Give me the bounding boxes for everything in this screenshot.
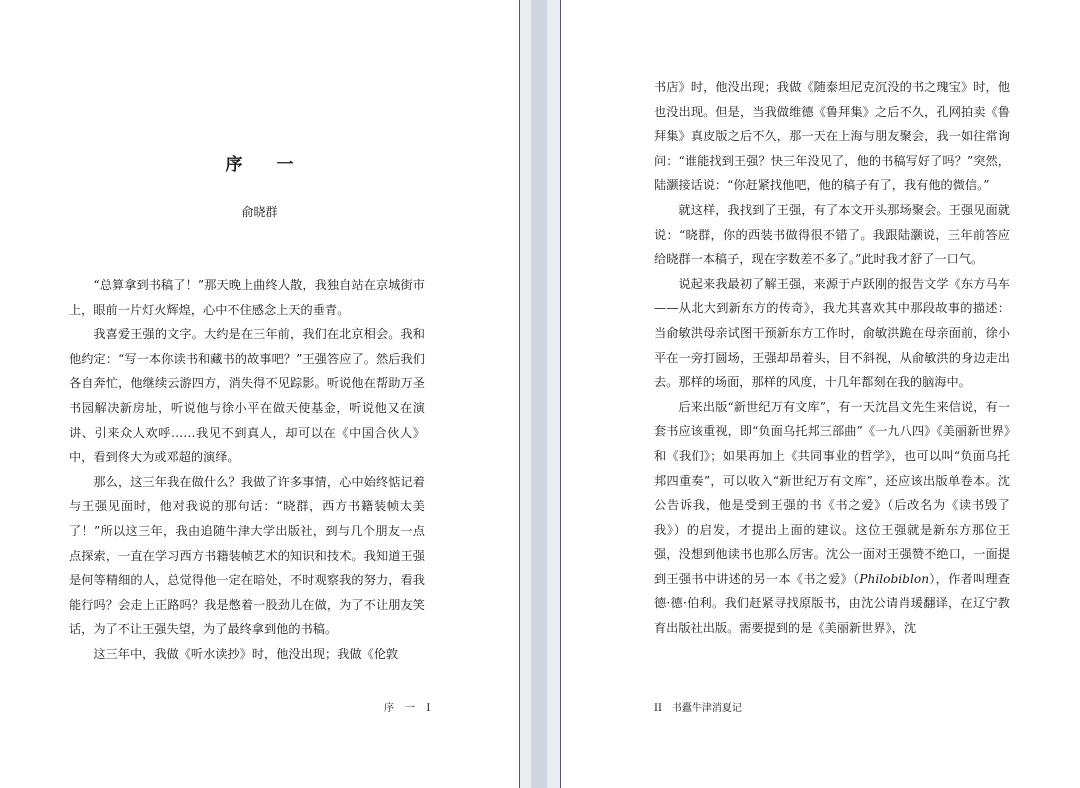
author-name: 俞晓群: [241, 205, 278, 219]
paragraph: [654, 395, 1010, 641]
paragraph: “总算拿到书稿了！”那天晚上曲终人散，我独自站在京城街市上，眼前一片灯火辉煌，心中不住感念上天的垂青。: [69, 278, 425, 317]
preface-title: 序 一: [225, 155, 308, 175]
paragraph: 书店》时，他没出现；我做《随泰坦尼克沉没的书之瑰宝》时，他也没出现。但是，当我做维德《鲁拜集》之后不久，孔网拍卖《鲁拜集》真皮版之后不久，那一天在上海与朋友聚会，我一如往常询问：“谁能找到王强？快三年没见了，他的书稿写好了吗？”突然，陆灏接话说：“你赶紧找他吧，他的稿子有了，我有他的微信。”: [654, 80, 1010, 193]
left-page-body: [69, 273, 425, 667]
paragraph: 这三年中，我做《听水读抄》时，他没出现；我做《伦敦: [93, 646, 399, 661]
page-gutter-divider: [519, 0, 561, 788]
text-run: 后来出版“新世纪万有文库”，有一天沈昌文先生来信说，有一套书应该重视，即“负面乌托邦三部曲”《一九八四》《美丽新世界》和《我们》；如果再加上《共同事业的哲学》，也可以叫“负面乌托邦四重奏”，可以收入“新世纪万有文库”，还应该出版单卷本。沈公告诉我，他是受到王强的书《书之爱》（后改名为《读书毁了我》）的启发，才提出上面的建议。这位王强就是新东方那位王强，没想到他读书也那么厉害。沈公一面对王强赞不绝口，一面提到王强书中讲述的另一本《书之爱》（: [654, 399, 1010, 586]
right-page-body: [654, 75, 1010, 641]
latin-book-title: Philobiblon: [859, 571, 930, 586]
paragraph: 就这样，我找到了王强，有了本文开头那场聚会。王强见面就说：“晓群，你的西装书做得很不错了。我跟陆灏说，三年前答应给晓群一本稿子，现在字数差不多了。”此时我才舒了一口气。: [654, 202, 1010, 267]
paragraph: 说起来我最初了解王强，来源于卢跃刚的报告文学《东方马车——从北大到新东方的传奇》，我尤其喜欢其中那段故事的描述：当俞敏洪母亲试图干预新东方工作时，俞敏洪跪在母亲面前，徐小平在一旁打圆场，王强却昂着头，目不斜视，从俞敏洪的身边走出去。那样的场面，那样的风度，十几年都刻在我的脑海中。: [654, 276, 1010, 390]
left-page-footer: 序 一 I: [384, 703, 435, 714]
page-number: II: [654, 703, 662, 714]
text-run: ），作者叫理查德·德·伯利。我们赶紧寻找原版书，由沈公请肖瑗翻译，在辽宁教育出版社出版。需要提到的是《美丽新世界》，沈: [654, 571, 1010, 636]
paragraph: 那么，这三年我在做什么？我做了许多事情，心中始终惦记着与王强见面时，他对我说的那句话：“晓群，西方书籍装帧太美了！”所以这三年，我由追随牛津大学出版社，到与几个朋友一点点探索，一直在学习西方书籍装帧艺术的知识和技术。我知道王强是何等精细的人，总觉得他一定在暗处，不时观察我的努力，看我能行吗？会走上正路吗？我是憋着一股劲儿在做，为了不让朋友笑话，为了不让王强失望，为了最终拿到他的书稿。: [69, 474, 425, 637]
right-page-footer: [654, 699, 742, 714]
paragraph: 我喜爱王强的文字。大约是在三年前，我们在北京相会。我和他约定：“写一本你读书和藏书的故事吧？”王强答应了。然后我们各自奔忙，他继续云游四方，消失得不见踪影。听说他在帮助万圣书园解决新房址，听说他与徐小平在做天使基金，听说他又在演讲、引来众人欢呼……我见不到真人，却可以在《中国合伙人》中，看到佟大为或邓超的演绎。: [69, 327, 425, 465]
left-page: [0, 0, 519, 788]
scrollbar-track[interactable]: [531, 0, 547, 788]
running-title: 书蠹牛津消夏记: [671, 703, 742, 714]
divider-line: [519, 0, 520, 788]
